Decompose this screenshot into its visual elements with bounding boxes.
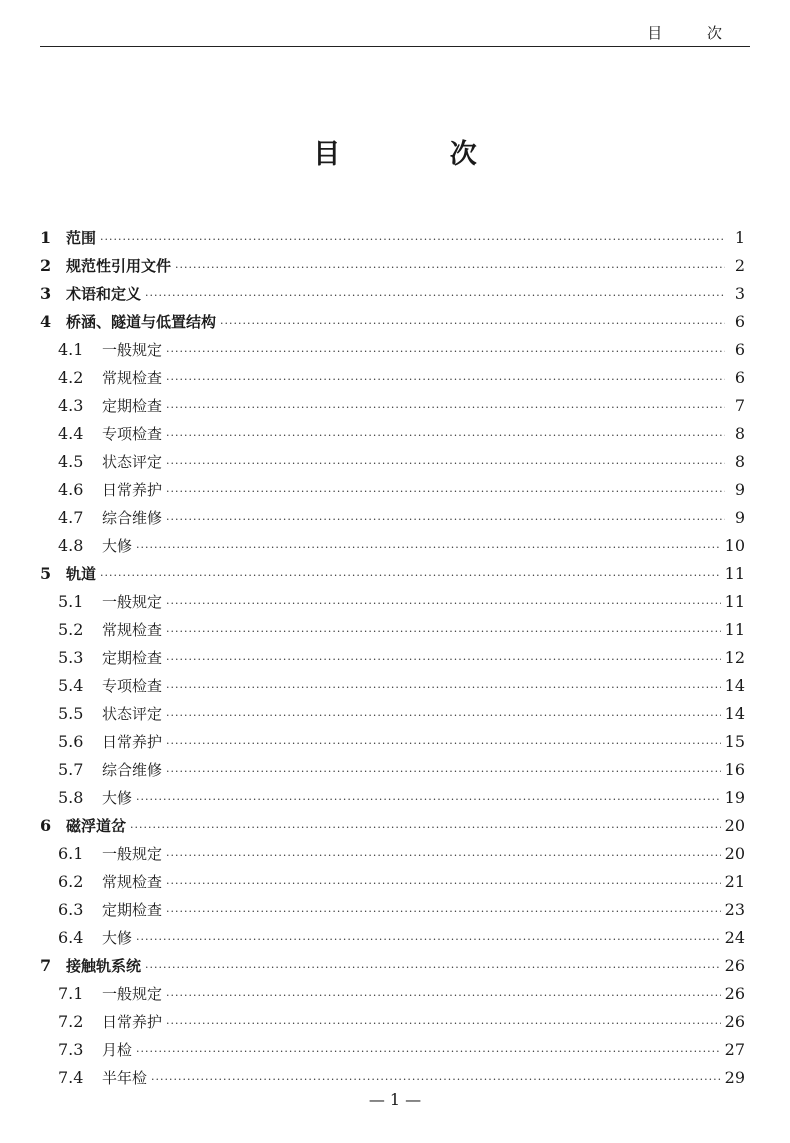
dot-leader xyxy=(136,534,721,562)
dot-leader xyxy=(136,786,721,814)
toc-entry-number: 5.4 xyxy=(58,676,84,695)
dot-leader xyxy=(166,618,721,646)
toc-entry-number: 5.8 xyxy=(58,788,84,807)
toc-entry-page-number: 1 xyxy=(734,228,745,247)
toc-section-entry[interactable] xyxy=(40,588,745,616)
toc-entry-page-number: 20 xyxy=(724,816,745,835)
toc-entry-label: 一般规定 xyxy=(102,985,163,1003)
toc-entry-page-number: 7 xyxy=(734,396,745,415)
toc-entry-page-number: 16 xyxy=(724,760,745,779)
toc-entry-page-number: 21 xyxy=(724,872,745,891)
toc-entry-number: 7.4 xyxy=(58,1068,84,1087)
toc-entry-label: 一般规定 xyxy=(102,845,163,863)
dot-leader xyxy=(166,730,721,758)
dot-leader xyxy=(166,646,721,674)
dot-leader xyxy=(166,506,725,534)
toc-entry-page-number: 15 xyxy=(724,732,745,751)
toc-section-entry[interactable] xyxy=(40,476,745,504)
toc-entry-label: 接触轨系统 xyxy=(66,957,142,975)
toc-entry-number: 5.1 xyxy=(58,592,84,611)
toc-section-entry[interactable] xyxy=(40,504,745,532)
dot-leader xyxy=(136,926,721,954)
toc-section-entry[interactable] xyxy=(40,616,745,644)
toc-entry-label: 专项检查 xyxy=(102,425,163,443)
toc-entry-number: 5.7 xyxy=(58,760,84,779)
toc-entry-label: 日常养护 xyxy=(102,733,163,751)
running-header-title: 目 次 xyxy=(647,24,742,42)
toc-chapter-entry[interactable] xyxy=(40,252,745,280)
dot-leader xyxy=(136,1038,721,1066)
running-header xyxy=(40,18,750,47)
toc-entry-page-number: 26 xyxy=(724,1012,745,1031)
toc-entry-label: 定期检查 xyxy=(102,397,163,415)
toc-entry-page-number: 3 xyxy=(734,284,745,303)
toc-entry-page-number: 6 xyxy=(734,368,745,387)
toc-section-entry[interactable] xyxy=(40,980,745,1008)
dot-leader xyxy=(100,226,725,254)
dot-leader xyxy=(166,758,721,786)
toc-entry-page-number: 26 xyxy=(724,956,745,975)
toc-entry-number: 6.3 xyxy=(58,900,84,919)
toc-entry-page-number: 11 xyxy=(724,592,745,611)
toc-entry-number: 5.5 xyxy=(58,704,84,723)
toc-entry-label: 一般规定 xyxy=(102,593,163,611)
toc-entry-label: 专项检查 xyxy=(102,677,163,695)
toc-entry-page-number: 14 xyxy=(724,704,745,723)
toc-entry-number: 4.7 xyxy=(58,508,84,527)
dot-leader xyxy=(166,478,725,506)
toc-section-entry[interactable] xyxy=(40,868,745,896)
toc-entry-page-number: 19 xyxy=(724,788,745,807)
toc-section-entry[interactable] xyxy=(40,448,745,476)
toc-entry-number: 4.8 xyxy=(58,536,84,555)
toc-entry-page-number: 23 xyxy=(724,900,745,919)
toc-entry-number: 1 xyxy=(40,228,52,247)
dot-leader xyxy=(166,422,725,450)
toc-entry-number: 7 xyxy=(40,956,52,975)
toc-entry-label: 综合维修 xyxy=(102,509,163,527)
dot-leader xyxy=(175,254,725,282)
toc-entry-number: 3 xyxy=(40,284,52,303)
dot-leader xyxy=(145,954,721,982)
toc-entry-number: 6.2 xyxy=(58,872,84,891)
dot-leader xyxy=(166,982,721,1010)
toc-entry-label: 大修 xyxy=(102,929,133,947)
toc-entry-label: 范围 xyxy=(66,229,97,247)
toc-section-entry[interactable] xyxy=(40,336,745,364)
toc-entry-label: 常规检查 xyxy=(102,873,163,891)
dot-leader xyxy=(166,842,721,870)
toc-entry-number: 5.2 xyxy=(58,620,84,639)
toc-entry-number: 4 xyxy=(40,312,52,331)
toc-entry-number: 6.4 xyxy=(58,928,84,947)
toc-entry-label: 大修 xyxy=(102,537,133,555)
toc-entry-label: 日常养护 xyxy=(102,481,163,499)
toc-entry-label: 常规检查 xyxy=(102,369,163,387)
toc-entry-label: 常规检查 xyxy=(102,621,163,639)
toc-chapter-entry[interactable] xyxy=(40,812,745,840)
toc-entry-label: 规范性引用文件 xyxy=(66,257,172,275)
toc-entry-number: 4.4 xyxy=(58,424,84,443)
dot-leader xyxy=(100,562,721,590)
toc-entry-page-number: 9 xyxy=(734,480,745,499)
toc-section-entry[interactable] xyxy=(40,896,745,924)
dot-leader xyxy=(166,702,721,730)
toc-entry-page-number: 11 xyxy=(724,564,745,583)
toc-section-entry[interactable] xyxy=(40,700,745,728)
toc-entry-page-number: 27 xyxy=(724,1040,745,1059)
toc-entry-number: 5 xyxy=(40,564,52,583)
toc-entry-label: 状态评定 xyxy=(102,453,163,471)
toc-entry-page-number: 14 xyxy=(724,676,745,695)
toc-section-entry[interactable] xyxy=(40,924,745,952)
toc-section-entry[interactable] xyxy=(40,728,745,756)
toc-entry-number: 7.2 xyxy=(58,1012,84,1031)
toc-entry-number: 5.3 xyxy=(58,648,84,667)
toc-chapter-entry[interactable] xyxy=(40,280,745,308)
toc-section-entry[interactable] xyxy=(40,784,745,812)
toc-entry-label: 定期检查 xyxy=(102,649,163,667)
toc-section-entry[interactable] xyxy=(40,672,745,700)
toc-entry-number: 6.1 xyxy=(58,844,84,863)
toc-entry-label: 轨道 xyxy=(66,565,97,583)
toc-entry-label: 大修 xyxy=(102,789,133,807)
dot-leader xyxy=(166,590,721,618)
toc-entry-label: 一般规定 xyxy=(102,341,163,359)
toc-section-entry[interactable] xyxy=(40,756,745,784)
toc-chapter-entry[interactable] xyxy=(40,560,745,588)
dot-leader xyxy=(166,394,725,422)
toc-entry-label: 术语和定义 xyxy=(66,285,142,303)
toc-entry-page-number: 11 xyxy=(724,620,745,639)
toc-section-entry[interactable] xyxy=(40,532,745,560)
table-of-contents xyxy=(40,224,745,1092)
dot-leader xyxy=(166,1010,721,1038)
toc-entry-number: 6 xyxy=(40,816,52,835)
toc-section-entry[interactable] xyxy=(40,364,745,392)
toc-entry-label: 桥涵、隧道与低置结构 xyxy=(66,313,217,331)
toc-entry-page-number: 10 xyxy=(724,536,745,555)
toc-section-entry[interactable] xyxy=(40,420,745,448)
toc-section-entry[interactable] xyxy=(40,1008,745,1036)
toc-entry-page-number: 9 xyxy=(734,508,745,527)
dot-leader xyxy=(166,366,725,394)
page-title: 目 次 xyxy=(313,139,527,170)
toc-entry-number: 4.1 xyxy=(58,340,84,359)
toc-entry-page-number: 24 xyxy=(724,928,745,947)
toc-entry-label: 日常养护 xyxy=(102,1013,163,1031)
toc-chapter-entry[interactable] xyxy=(40,308,745,336)
toc-entry-number: 4.3 xyxy=(58,396,84,415)
toc-entry-page-number: 29 xyxy=(724,1068,745,1087)
toc-entry-number: 7.3 xyxy=(58,1040,84,1059)
toc-entry-page-number: 8 xyxy=(734,452,745,471)
toc-entry-page-number: 20 xyxy=(724,844,745,863)
toc-entry-number: 4.2 xyxy=(58,368,84,387)
toc-entry-label: 综合维修 xyxy=(102,761,163,779)
toc-entry-label: 月检 xyxy=(102,1041,133,1059)
toc-entry-page-number: 6 xyxy=(734,340,745,359)
page-number: — 1 — xyxy=(368,1090,422,1109)
toc-entry-number: 5.6 xyxy=(58,732,84,751)
toc-entry-page-number: 6 xyxy=(734,312,745,331)
dot-leader xyxy=(166,338,725,366)
toc-entry-label: 状态评定 xyxy=(102,705,163,723)
dot-leader xyxy=(166,898,721,926)
toc-section-entry[interactable] xyxy=(40,1064,745,1092)
dot-leader xyxy=(166,450,725,478)
toc-entry-number: 4.6 xyxy=(58,480,84,499)
toc-chapter-entry[interactable] xyxy=(40,952,745,980)
toc-section-entry[interactable] xyxy=(40,1036,745,1064)
dot-leader xyxy=(130,814,721,842)
toc-section-entry[interactable] xyxy=(40,644,745,672)
dot-leader xyxy=(166,674,721,702)
toc-entry-page-number: 26 xyxy=(724,984,745,1003)
toc-entry-page-number: 2 xyxy=(734,256,745,275)
dot-leader xyxy=(145,282,725,310)
toc-section-entry[interactable] xyxy=(40,840,745,868)
toc-chapter-entry[interactable] xyxy=(40,224,745,252)
toc-entry-page-number: 8 xyxy=(734,424,745,443)
toc-section-entry[interactable] xyxy=(40,392,745,420)
dot-leader xyxy=(220,310,725,338)
toc-entry-label: 磁浮道岔 xyxy=(66,817,127,835)
toc-entry-label: 定期检查 xyxy=(102,901,163,919)
toc-entry-page-number: 12 xyxy=(724,648,745,667)
dot-leader xyxy=(166,870,721,898)
toc-entry-number: 2 xyxy=(40,256,52,275)
toc-entry-number: 4.5 xyxy=(58,452,84,471)
toc-entry-label: 半年检 xyxy=(102,1069,148,1087)
toc-entry-number: 7.1 xyxy=(58,984,84,1003)
